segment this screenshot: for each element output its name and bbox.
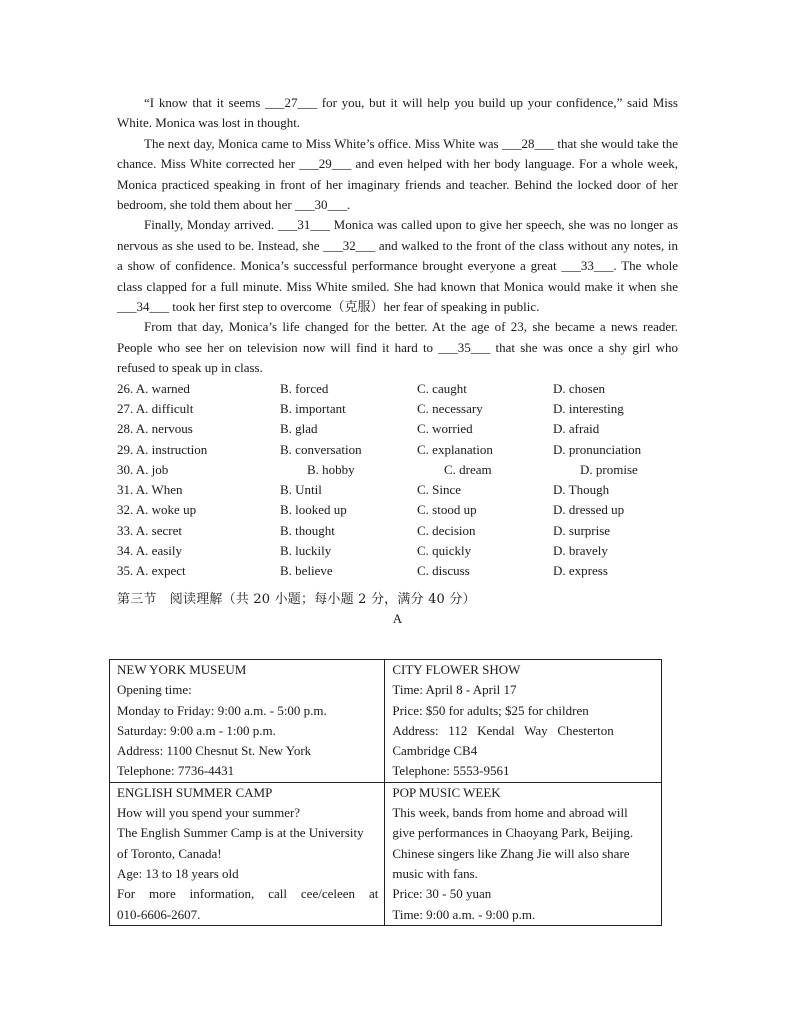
camp-line: For more information, call cee/celeen at (117, 886, 379, 902)
option-a: 35. A. expect (117, 563, 186, 579)
option-d: D. surprise (553, 522, 611, 538)
option-d: D. bravely (553, 543, 608, 559)
flower-line: Time: April 8 - April 17 (392, 682, 517, 698)
option-b: B. Until (280, 482, 322, 498)
option-d: D. pronunciation (553, 441, 642, 457)
music-title: POP MUSIC WEEK (392, 784, 501, 800)
option-c: C. discuss (417, 563, 470, 579)
option-b: B. thought (280, 522, 335, 538)
music-line: Time: 9:00 a.m. - 9:00 p.m. (392, 906, 536, 922)
pop-music-ad (385, 782, 662, 925)
option-row-33 (117, 521, 678, 541)
option-d: D. express (553, 563, 608, 579)
flower-line: Price: $50 for adults; $25 for children (392, 702, 589, 718)
flower-line: Address: 112 Kendal Way Chesterton (392, 722, 614, 738)
option-c: C. stood up (417, 502, 477, 518)
option-a: 33. A. secret (117, 522, 182, 538)
option-b: B. important (280, 400, 346, 416)
option-row-29 (117, 440, 678, 460)
camp-line: 010-6606-2607. (117, 906, 201, 922)
paragraph-3: Finally, Monday arrived. ___31___ Monica was called upon to give her speech, she was no longer as nervous as she used to be. Instead, she ___32___ and walked to the front of the class without any notes, in a show of confidence. Monica’s successful performance brought everyone a great ___33___. The whole class clapped for a full minute. Miss White smiled. She had known that Monica would make it when she ___34___ took her first step to overcome（克服）her fear of speaking in public. (117, 217, 678, 315)
music-line: give performances in Chaoyang Park, Beijing. (392, 825, 634, 841)
camp-line: The English Summer Camp is at the University (117, 825, 364, 841)
museum-line: Telephone: 7736-4431 (117, 763, 235, 779)
camp-line: Age: 13 to 18 years old (117, 865, 239, 881)
option-a: 32. A. woke up (117, 502, 197, 518)
option-row-28 (117, 419, 678, 439)
option-row-34 (117, 541, 678, 561)
option-b: B. looked up (280, 502, 347, 518)
flower-show-ad (385, 660, 662, 783)
option-c: C. necessary (417, 400, 483, 416)
camp-title: ENGLISH SUMMER CAMP (117, 784, 273, 800)
option-a: 31. A. When (117, 482, 183, 498)
option-d: D. chosen (553, 380, 605, 396)
museum-line: Monday to Friday: 9:00 a.m. - 5:00 p.m. (117, 702, 327, 718)
option-row-27 (117, 399, 678, 419)
museum-title: NEW YORK MUSEUM (117, 662, 247, 677)
option-b: B. believe (280, 563, 333, 579)
option-d: D. promise (580, 461, 638, 477)
paragraph-4: From that day, Monica’s life changed for the better. At the age of 23, she became a news reader. People who see her on television now will find it hard to ___35___ that she was once a shy girl who refused to speak up in class. (117, 319, 678, 376)
flower-line: Telephone: 5553-9561 (392, 763, 510, 779)
museum-line: Saturday: 9:00 a.m - 1:00 p.m. (117, 722, 276, 738)
museum-line: Opening time: (117, 682, 192, 698)
option-d: D. interesting (553, 400, 624, 416)
option-b: B. luckily (280, 543, 332, 559)
camp-line: of Toronto, Canada! (117, 845, 222, 861)
music-line: music with fans. (392, 865, 478, 881)
option-a: 29. A. instruction (117, 441, 208, 457)
music-line: This week, bands from home and abroad will (392, 805, 628, 821)
option-a: 27. A. difficult (117, 400, 194, 416)
summer-camp-ad (110, 782, 385, 925)
flower-line: Cambridge CB4 (392, 743, 478, 759)
option-c: C. caught (417, 380, 467, 396)
cloze-passage (117, 93, 678, 627)
option-b: B. glad (280, 421, 318, 437)
answer-options (117, 379, 678, 582)
option-row-35 (117, 561, 678, 581)
option-a: 34. A. easily (117, 543, 182, 559)
option-b: B. hobby (307, 461, 355, 477)
flower-title: CITY FLOWER SHOW (392, 662, 521, 677)
museum-line: Address: 1100 Chesnut St. New York (117, 743, 312, 759)
option-c: C. decision (417, 522, 476, 538)
ads-row-2 (110, 782, 662, 925)
ads-table (109, 659, 662, 926)
paragraph-1: “I know that it seems ___27___ for you, but it will help you build up your confidence,” said Miss White. Monica was lost in thought. (117, 95, 678, 131)
option-c: C. dream (444, 461, 492, 477)
camp-line: How will you spend your summer? (117, 805, 301, 821)
option-c: C. explanation (417, 441, 493, 457)
passage-label: A (392, 610, 403, 626)
museum-ad (110, 660, 385, 783)
option-b: B. forced (280, 380, 329, 396)
option-d: D. dressed up (553, 502, 625, 518)
option-c: C. quickly (417, 543, 472, 559)
option-row-31 (117, 480, 678, 500)
option-c: C. Since (417, 482, 462, 498)
option-c: C. worried (417, 421, 473, 437)
option-d: D. Though (553, 482, 610, 498)
paragraph-2: The next day, Monica came to Miss White’s office. Miss White was ___28___ that she would take the chance. Miss White corrected her ___29___ and even helped with her body language. For a whole week, Monica practiced speaking in front of her imaginary friends and teacher. Behind the locked door of her bedroom, she told them about her ___30___. (117, 135, 678, 213)
option-row-26 (117, 379, 678, 399)
option-a: 26. A. warned (117, 380, 190, 396)
option-a: 30. A. job (117, 461, 169, 477)
music-line: Chinese singers like Zhang Jie will also share (392, 845, 630, 861)
option-row-32 (117, 500, 678, 520)
music-line: Price: 30 - 50 yuan (392, 886, 492, 902)
option-a: 28. A. nervous (117, 421, 193, 437)
option-row-30 (117, 460, 678, 480)
ads-row-1 (110, 660, 662, 783)
option-b: B. conversation (280, 441, 362, 457)
option-d: D. afraid (553, 421, 600, 437)
section-title: 第三节 阅读理解（共 20 小题；每小题 2 分，满分 40 分） (117, 591, 476, 607)
